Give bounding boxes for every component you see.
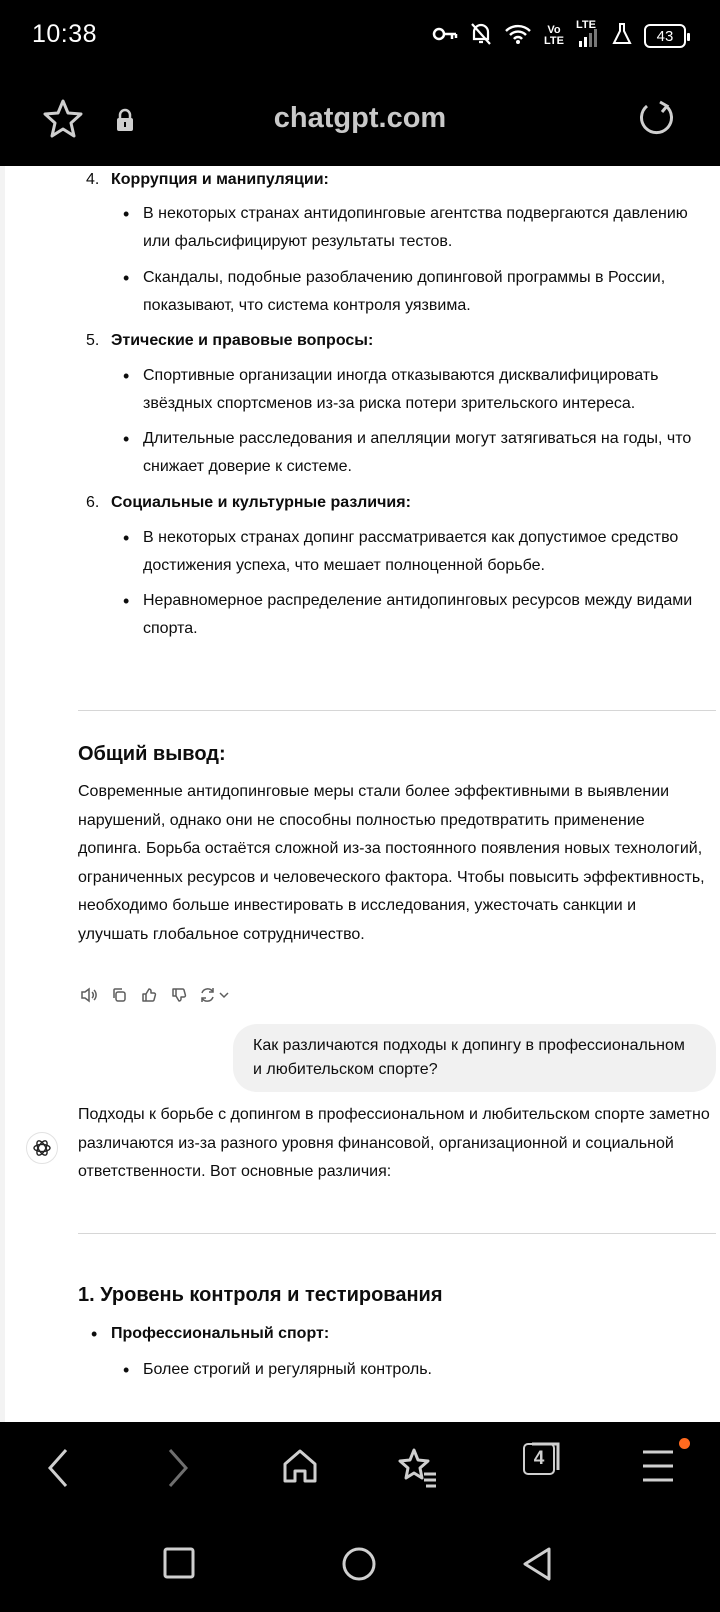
- list-item: • В некоторых странах антидопинговые агентства подвергаются давлению или фальсифицируют результаты тестов.: [143, 200, 715, 256]
- status-time: 10:38: [32, 20, 98, 48]
- list-number: 5.: [86, 332, 100, 349]
- status-bar: [0, 0, 720, 72]
- network-type: LTE: [576, 19, 596, 31]
- list-item: • Неравномерное распределение антидопинговых ресурсов между видами спорта.: [143, 587, 715, 643]
- list-number: 4.: [86, 171, 100, 188]
- battery-indicator: [644, 24, 686, 48]
- assistant-intro: Подходы к борьбе с допингом в профессиональном и любительском спорте заметно различаются из-за разного уровня финансовой, организационной и социальной ответственности. Вот основные различия:: [78, 1106, 710, 1180]
- list-item: • Скандалы, подобные разоблачению допинговой программы в России, показывают, что система контроля уязвима.: [143, 264, 715, 320]
- tab-count[interactable]: 4: [523, 1443, 555, 1475]
- back-triangle-icon[interactable]: [520, 1546, 554, 1587]
- openai-logo-icon: [26, 1132, 58, 1164]
- user-message-text: Как различаются подходы к допингу в профессиональном и любительском спорте?: [253, 1037, 685, 1078]
- menu-icon[interactable]: [640, 1446, 676, 1491]
- divider: [78, 1233, 716, 1234]
- chat-content: [0, 166, 720, 1422]
- list-item-title: Коррупция и манипуляции:: [111, 171, 329, 188]
- home-icon[interactable]: [280, 1446, 320, 1491]
- flask-icon: [612, 22, 632, 51]
- list-item: • Более строгий и регулярный контроль.: [143, 1356, 715, 1384]
- browser-bottom-nav: [0, 1422, 720, 1518]
- volte-indicator: [544, 25, 564, 47]
- signal-indicator: [576, 19, 600, 49]
- url-text[interactable]: chatgpt.com: [273, 102, 447, 134]
- divider: [78, 710, 716, 711]
- notifications-off-icon: [470, 22, 492, 51]
- forward-icon[interactable]: [164, 1446, 192, 1495]
- volte-top: Vo: [547, 24, 561, 36]
- list-number: 6.: [86, 494, 100, 511]
- message-actions: [80, 986, 230, 1004]
- back-icon[interactable]: [44, 1446, 72, 1495]
- vpn-key-icon: [432, 25, 458, 48]
- list-item: • В некоторых странах допинг рассматривается как допустимое средство достижения успеха, что мешает полноценной борьбе.: [143, 524, 715, 580]
- section-heading: 1. Уровень контроля и тестирования: [78, 1284, 443, 1306]
- system-nav-bar: [0, 1518, 720, 1612]
- recents-icon[interactable]: [162, 1546, 196, 1585]
- user-message-bubble: [233, 1024, 716, 1092]
- thumbs-up-icon[interactable]: [140, 986, 158, 1004]
- battery-level: 43: [656, 27, 674, 45]
- read-aloud-icon[interactable]: [80, 986, 98, 1004]
- status-icons: [432, 18, 686, 54]
- reload-icon[interactable]: [636, 98, 676, 143]
- conclusion-text: Современные антидопинговые меры стали более эффективными в выявлении нарушений, однако они не способны полностью предотвратить применение допинга. Борьба остаётся сложной из-за постоянного появления новых технологий, ограниченных ресурсов и человеческого фактора. Чтобы повысить эффективность, необходимо больше инвестировать в исследования, ужесточать санкции и улучшать глобальное сотрудничество.: [78, 783, 705, 943]
- conclusion-heading: Общий вывод:: [78, 743, 226, 765]
- list-item-title: • Профессиональный спорт:: [111, 1320, 329, 1348]
- regenerate-icon[interactable]: [200, 986, 230, 1004]
- list-item-title: Социальные и культурные различия:: [111, 494, 411, 511]
- scroll-edge: [0, 166, 5, 1422]
- copy-icon[interactable]: [110, 986, 128, 1004]
- bookmarks-icon[interactable]: [396, 1446, 440, 1495]
- thumbs-down-icon[interactable]: [170, 986, 188, 1004]
- notification-dot: [679, 1438, 690, 1449]
- list-item-title: Этические и правовые вопросы:: [111, 332, 374, 349]
- list-item: • Длительные расследования и апелляции могут затягиваться на годы, что снижает доверие к системе.: [143, 425, 715, 481]
- home-circle-icon[interactable]: [341, 1546, 377, 1587]
- volte-bottom: LTE: [544, 35, 564, 47]
- list-item: • Спортивные организации иногда отказываются дисквалифицировать звёздных спортсменов из-за риска потери зрительского интереса.: [143, 362, 715, 418]
- browser-top-bar: [0, 72, 720, 166]
- wifi-icon: [504, 23, 532, 50]
